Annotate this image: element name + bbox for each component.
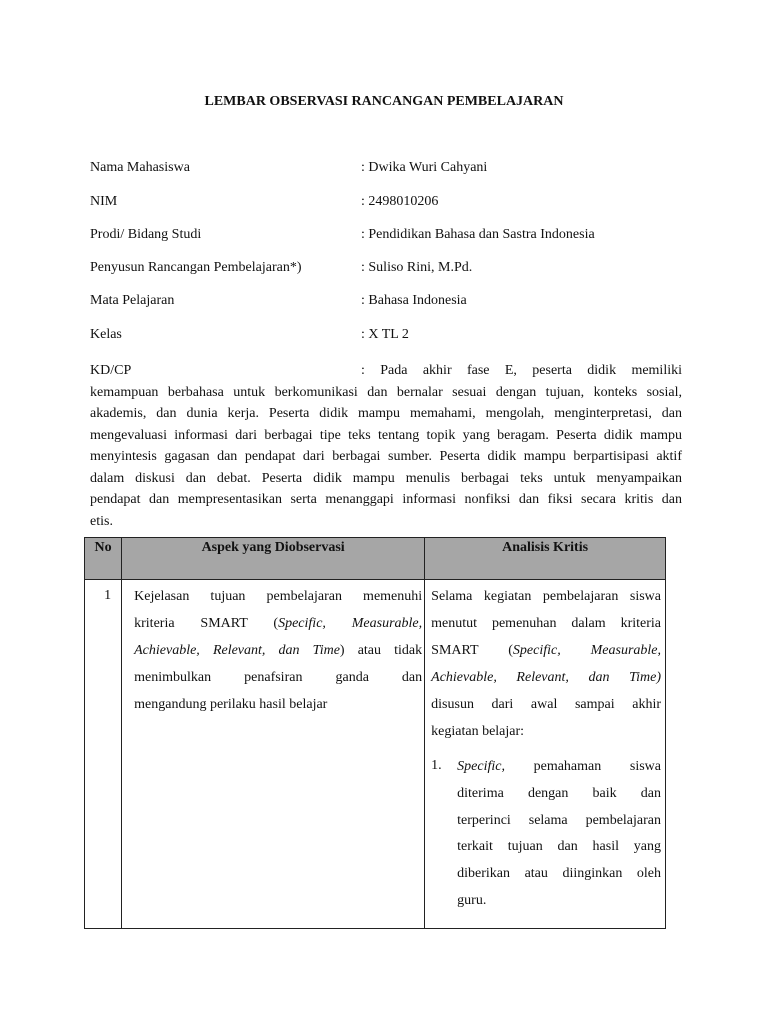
aspek-line xyxy=(134,642,422,669)
analisis-line: menutut pemenuhan dalam kriteria xyxy=(431,616,661,631)
info-label: NIM xyxy=(90,194,118,209)
list-item-line: diberikan atau diinginkan oleh xyxy=(457,866,661,882)
analisis-italic: Achievable, Relevant, dan Time) xyxy=(431,670,661,685)
info-label: Kelas xyxy=(90,327,122,342)
observation-table xyxy=(84,537,666,929)
aspek-cell xyxy=(122,580,425,929)
kdcp-paragraph xyxy=(90,360,682,532)
header-aspek: Aspek yang Diobservasi xyxy=(122,538,425,580)
aspek-text: kriteria SMART ( xyxy=(134,616,279,631)
kdcp-line: pendapat dan mempresentasikan serta menanggapi informasi nonfiksi dan fiksi secara kritis dan xyxy=(90,492,682,507)
info-value: : 2498010206 xyxy=(361,194,439,209)
info-value: : Dwika Wuri Cahyani xyxy=(361,160,488,175)
info-label: Mata Pelajaran xyxy=(90,293,175,308)
header-no: No xyxy=(85,538,122,580)
kdcp-line: mengevaluasi informasi dari berbagai tipe teks tentang topik yang beragam. Peserta didik mampu xyxy=(90,427,682,443)
info-row-penyusun xyxy=(90,260,690,280)
info-value: : Bahasa Indonesia xyxy=(361,293,467,308)
list-item-text: pemahaman siswa xyxy=(504,759,661,774)
analisis-line xyxy=(431,669,661,696)
kdcp-line: kemampuan berbahasa untuk berkomunikasi dan bernalar sesuai dengan tujuan, konteks sosial, xyxy=(90,384,682,400)
info-value: : Suliso Rini, M.Pd. xyxy=(361,260,473,275)
aspek-line: mengandung perilaku hasil belajar xyxy=(134,697,328,712)
info-label: Prodi/ Bidang Studi xyxy=(90,227,202,242)
info-row-nim xyxy=(90,194,690,214)
row-number: 1 xyxy=(85,580,122,929)
analisis-italic: Specific, Measurable, xyxy=(512,643,661,658)
aspek-italic: Achievable, Relevant, dan Time xyxy=(134,643,340,658)
info-value: : X TL 2 xyxy=(361,327,409,342)
aspek-italic: Specific, Measurable, xyxy=(278,616,423,631)
kdcp-text: : Pada akhir fase E, peserta didik memiliki xyxy=(361,363,682,378)
kdcp-line: dalam diskusi dan debat. Peserta didik mampu menulis berbagai teks untuk menyampaikan xyxy=(90,470,682,486)
analisis-line xyxy=(431,642,661,669)
list-item-line: guru. xyxy=(457,892,487,908)
aspek-line: menimbulkan penafsiran ganda dan xyxy=(134,670,423,685)
info-row-prodi xyxy=(90,227,690,247)
kdcp-line: akademis, dan dunia kerja. Peserta didik mampu memahami, mengolah, menginterpretasi, dan xyxy=(90,406,682,421)
table-header-row xyxy=(85,538,666,580)
kdcp-line: menyintesis gagasan dan pendapat dari berbagai sumber. Peserta didik mampu berpartisipasi aktif xyxy=(90,449,682,464)
analisis-line: disusun dari awal sampai akhir xyxy=(431,697,661,712)
analisis-line: Selama kegiatan pembelajaran siswa xyxy=(431,589,661,604)
kdcp-first-line xyxy=(90,360,682,382)
list-item-line: terperinci selama pembelajaran xyxy=(457,812,661,828)
analisis-line: kegiatan belajar: xyxy=(431,724,525,739)
aspek-line: Kejelasan tujuan pembelajaran memenuhi xyxy=(134,589,423,604)
aspek-line xyxy=(134,615,422,642)
info-row-kelas xyxy=(90,327,690,347)
kdcp-label: KD/CP xyxy=(90,363,132,378)
list-item-number: 1. xyxy=(431,758,442,773)
aspek-text: ) atau tidak xyxy=(339,643,423,658)
list-item-line xyxy=(457,758,661,785)
info-row-nama xyxy=(90,160,690,180)
list-item xyxy=(431,758,661,919)
info-row-mapel xyxy=(90,293,690,313)
kdcp-line: etis. xyxy=(90,513,113,529)
analisis-text: SMART ( xyxy=(431,643,513,658)
document-title: LEMBAR OBSERVASI RANCANGAN PEMBELAJARAN xyxy=(204,94,564,109)
info-label: Nama Mahasiswa xyxy=(90,160,190,175)
info-value: : Pendidikan Bahasa dan Sastra Indonesia xyxy=(361,227,595,242)
list-item-line: terkait tujuan dan hasil yang xyxy=(457,839,661,855)
analisis-cell xyxy=(425,580,666,929)
table-row xyxy=(85,580,666,929)
list-item-italic: Specific, xyxy=(457,759,505,774)
list-item-line: diterima dengan baik dan xyxy=(457,785,661,801)
header-analisis: Analisis Kritis xyxy=(425,538,666,580)
info-label: Penyusun Rancangan Pembelajaran*) xyxy=(90,260,302,275)
